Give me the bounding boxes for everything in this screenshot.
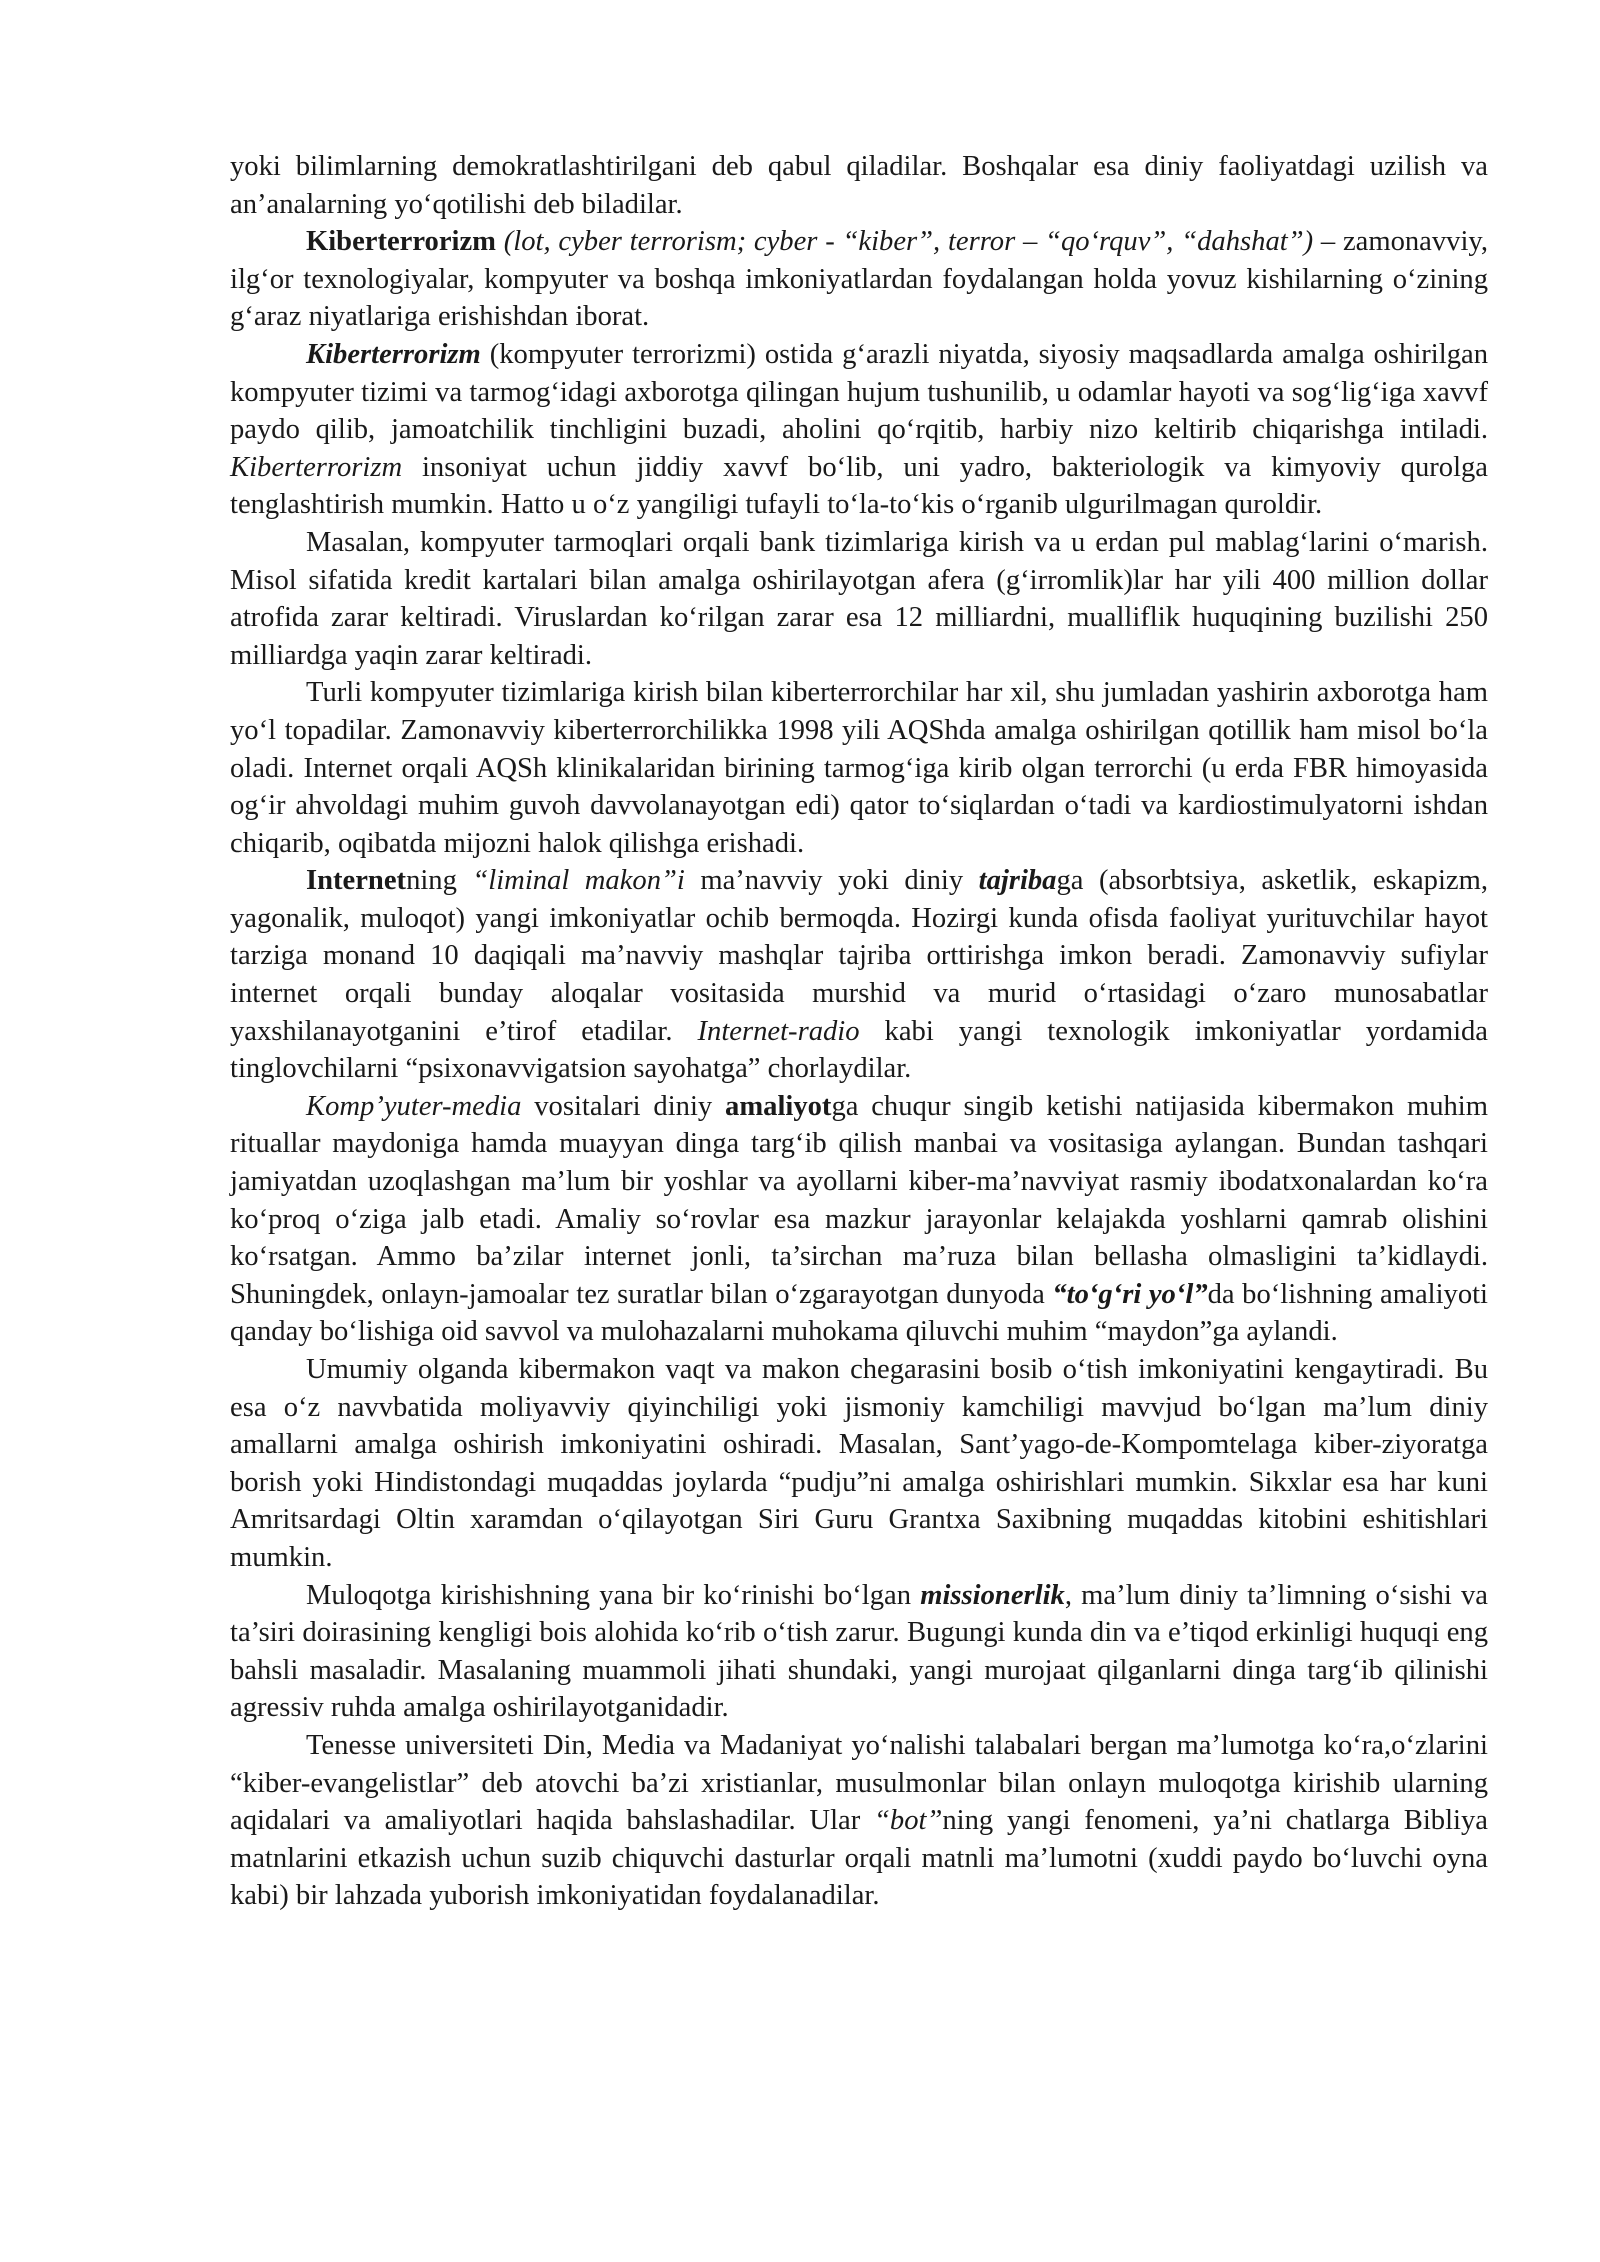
document-body	[230, 148, 1488, 1915]
emphasis-run: Kiberterrorizm	[306, 226, 496, 258]
text-run: ning yangi fenomeni, ya’ni chatlarga Bibliya matnlarini etkazish uchun suzib chiquvchi dasturlar orqali matnli ma’lumotni (xuddi paydo bo‘luvchi oyna kabi) bir lahzada yuborish imkoniyatidan foydalanadilar.	[230, 1805, 1488, 1912]
paragraph	[230, 1351, 1488, 1577]
text-run: Masalan, kompyuter tarmoqlari orqali bank tizimlariga kirish va u erdan pul mablag‘larini o‘marish. Misol sifatida kredit kartalari bilan amalga oshirilayotgan afera (g‘irromlik)lar har yili 400 million dollar atrofida zarar keltiradi. Viruslardan ko‘rilgan zarar esa 12 milliardni, mualliflik huquqining buzilishi 250 milliardga yaqin zarar keltiradi.	[230, 526, 1488, 671]
emphasis-run: (lot, cyber terrorism; cyber - “kiber”, terror – “qo‘rquv”, “dahshat”) –	[496, 226, 1336, 258]
text-run: Muloqotga kirishishning yana bir ko‘rinishi bo‘lgan	[306, 1579, 921, 1611]
text-run: yoki bilimlarning demokratlashtirilgani deb qabul qiladilar. Boshqalar esa diniy faoliyatdagi uzilish va an’analarning yo‘qotilishi deb biladilar.	[230, 151, 1488, 220]
paragraph	[230, 674, 1488, 862]
text-run: ga chuqur singib ketishi natijasida kibermakon muhim rituallar maydoniga hamda muayyan dinga targ‘ib qilish manbai va vositasiga aylangan. Bundan tashqari jamiyatdan uzoqlashgan ma’lum bir yoshlar va ayollarni kiber-ma’navviyat rasmiy ibodatxonalardan ko‘ra ko‘proq o‘ziga jalb etadi. Amaliy so‘rovlar esa mazkur jarayonlar kelajakda yoshlarni qamrab olishini ko‘rsatgan. Ammo ba’zilar internet jonli, ta’sirchan ma’ruza bilan bellasha olmasligini ta’kidlaydi. Shuningdek, onlayn-jamoalar tez suratlar bilan o‘zgarayotgan dunyoda	[230, 1090, 1488, 1310]
paragraph	[230, 1577, 1488, 1727]
text-run: ma’navviy yoki diniy	[684, 865, 979, 897]
text-run: ga (absorbtsiya, asketlik, eskapizm, yagonalik, muloqot) yangi imkoniyatlar ochib bermoqda. Hozirgi kunda ofisda faoliyat yurituvchilar hayot tarziga monand 10 daqiqali ma’navviy mashqlar tajriba orttirishga imkon beradi. Zamonavviy sufiylar internet orqali bunday aloqalar vositasida murshid va murid o‘rtasidagi o‘zaro munosabatlar yaxshilanayotganini e’tirof etadilar.	[230, 865, 1488, 1047]
text-run: Turli kompyuter tizimlariga kirish bilan kiberterrorchilar har xil, shu jumladan yashirin axborotga ham yo‘l topadilar. Zamonavviy kiberterrorchilikka 1998 yili AQShda amalga oshirilgan qotillik ham misol bo‘la oladi. Internet orqali AQSh klinikalaridan birining tarmog‘iga kirib olgan terrorchi (u erda FBR himoyasida og‘ir ahvoldagi muhim guvoh davvolanayotgan edi) qator to‘siqlardan o‘tadi va kardiostimulyatorni ishdan chiqarib, oqibatda mijozni halok qilishga erishadi.	[230, 677, 1488, 859]
text-run: ning	[406, 865, 473, 897]
emphasis-run: “to‘g‘ri yo‘l”	[1052, 1278, 1208, 1310]
emphasis-run: Kiberterrorizm	[306, 338, 481, 370]
text-run: , ma’lum diniy ta’limning o‘sishi va ta’siri doirasining kengligi bois alohida ko‘rib o‘tish zarur. Bugungi kunda din va e’tiqod erkinligi huquqi eng bahsli masaladir. Masalaning muammoli jihati shundaki, yangi murojaat qilganlarni dinga targ‘ib qilinishi agressiv ruhda amalga oshirilayotganidadir.	[230, 1579, 1488, 1724]
emphasis-run: missionerlik	[920, 1579, 1065, 1611]
text-run: (kompyuter terrorizmi) ostida g‘arazli niyatda, siyosiy maqsadlarda amalga oshirilgan kompyuter tizimi va tarmog‘idagi axborotga qilingan hujum tushunilib, u odamlar hayoti va sog‘lig‘iga xavvf paydo qilib, jamoatchilik tinchligini buzadi, aholini qo‘rqitib, harbiy nizo keltirib chiqarishga intiladi.	[230, 338, 1488, 446]
text-run: Umumiy olganda kibermakon vaqt va makon chegarasini bosib o‘tish imkoniyatini kengaytiradi. Bu esa o‘z navvbatida moliyavviy qiyinchiligi yoki jismoniy kamchiligi mavvjud bo‘lgan ma’lum diniy amallarni amalga oshirish imkoniyatini oshiradi. Masalan, Sant’yago-de-Kompomtelaga kiber-ziyoratga borish yoki Hindistondagi muqaddas joylarda “pudju”ni amalga oshirishlari mumkin. Sikxlar esa har kuni Amritsardagi Oltin xaramdan o‘qilayotgan Siri Guru Grantxa Saxibning muqaddas kitobini eshitishlari mumkin.	[230, 1354, 1488, 1573]
paragraph	[230, 148, 1488, 223]
emphasis-run: “bot”	[874, 1805, 943, 1837]
text-run: da bo‘lishning amaliyoti qanday bo‘lishiga oid savvol va mulohazalarni muhokama qiluvchi muhim “maydon”ga aylandi.	[230, 1278, 1489, 1348]
paragraph	[230, 336, 1488, 524]
emphasis-run: Komp’yuter-media	[306, 1090, 522, 1122]
text-run: kabi yangi texnologik imkoniyatlar yordamida tinglovchilarni “psixonavvigatsion sayohatga” chorlaydilar.	[230, 1015, 1488, 1085]
paragraph	[230, 862, 1488, 1088]
emphasis-run: amaliyot	[725, 1090, 832, 1122]
emphasis-run: Kiberterrorizm	[230, 451, 403, 483]
paragraph	[230, 223, 1488, 336]
text-run: vositalari diniy	[521, 1090, 726, 1122]
emphasis-run: Internet-radio	[697, 1015, 860, 1047]
text-run: insoniyat uchun jiddiy xavvf bo‘lib, uni yadro, bakteriologik va kimyoviy qurolga tenglashtirish mumkin. Hatto u o‘z yangiligi tufayli to‘la-to‘kis o‘rganib ulgurilmagan quroldir.	[230, 451, 1488, 521]
emphasis-run: tajriba	[978, 865, 1057, 897]
paragraph	[230, 1088, 1488, 1351]
emphasis-run: Internet	[306, 865, 407, 897]
text-run: zamonavviy, ilg‘or texnologiyalar, kompyuter va boshqa imkoniyatlardan foydalangan holda yovuz kishilarning o‘zining g‘araz niyatlariga erishishdan iborat.	[230, 226, 1488, 333]
paragraph	[230, 524, 1488, 674]
paragraph	[230, 1727, 1488, 1915]
emphasis-run: “liminal makon”i	[472, 865, 685, 897]
text-run: Tenesse universiteti Din, Media va Madaniyat yo‘nalishi talabalari bergan ma’lumotga ko‘ra,o‘zlarini “kiber-evangelistlar” deb atovchi ba’zi xristianlar, musulmonlar bilan onlayn muloqotga kirishib ularning aqidalari va amaliyotlari haqida bahslashadilar. Ular	[230, 1729, 1488, 1837]
